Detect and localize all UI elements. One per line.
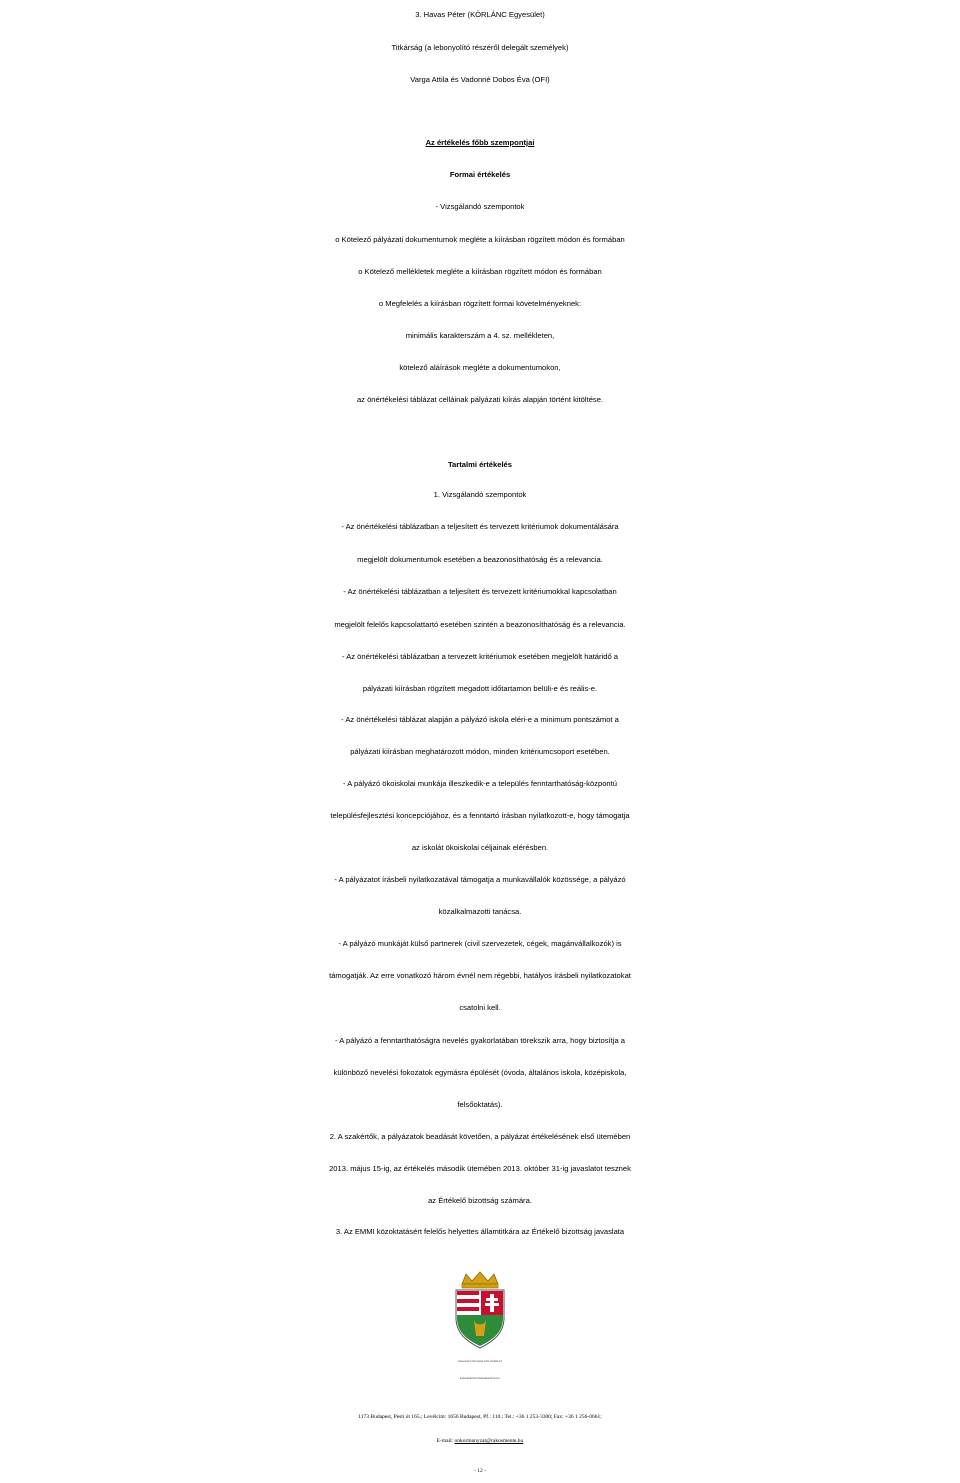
content-line: megjelölt felelős kapcsolattartó esetében szintén a beazonosíthatóság és a relevancia.	[334, 620, 626, 629]
content-line: megjelölt dokumentumok esetében a beazonosíthatóság és a relevancia.	[357, 555, 603, 564]
content-line: településfejlesztési koncepciójához, és a fenntartó írásban nyilatkozott-e, hogy támogatja	[330, 811, 630, 820]
content-line: 2. A szakértők, a pályázatok beadását követően, a pályázat értékelésének első ütemében	[329, 1132, 631, 1141]
content-line: támogatják. Az erre vonatkozó három évnél nem régebbi, hatályos írásbeli nyilatkozatokat	[329, 971, 631, 980]
content-line: - Az önértékelési táblázatban a teljesített és tervezett kritériumokkal kapcsolatban	[343, 587, 617, 596]
email-link[interactable]: onkormanyzat@rakosmente.hu	[454, 1438, 524, 1444]
content-line: - Az önértékelési táblázatban a tervezett kritériumok esetében megjelölt határidő a	[341, 652, 619, 661]
council-name-line2: RÁKOSMENTE ÖNKORMÁNYZATA	[459, 1377, 501, 1380]
crown-shape	[462, 1272, 498, 1284]
committee-member-line: 3. Havas Péter (KÖRLÁNC Egyesület)	[415, 10, 545, 19]
content-line: felsőoktatás).	[457, 1100, 503, 1109]
content-line: - Az önértékelési táblázat alapján a pályázó iskola eléri-e a minimum pontszámot a	[341, 715, 619, 724]
secretariat-members-line: Varga Attila és Vadonné Dobos Éva (OFI)	[410, 75, 550, 84]
formal-item: minimális karakterszám a 4. sz. mellékleten,	[405, 331, 555, 340]
content-line: különböző nevelési fokozatok egymásra épülését (óvoda, általános iskola, középiskola,	[333, 1068, 627, 1077]
formal-evaluation-subtitle: - Vizsgálandó szempontok	[435, 202, 525, 211]
content-evaluation-subtitle: 1. Vizsgálandó szempontok	[433, 490, 527, 499]
coat-of-arms-icon	[440, 1270, 520, 1350]
formal-item: az önértékelési táblázat celláinak pályázati kiírás alapján történt kitöltése.	[356, 395, 604, 404]
content-line: az iskolát ökoiskolai céljainak elérésben.	[411, 843, 549, 852]
formal-item: o Megfelelés a kiírásban rögzített formai követelményeknek:	[378, 299, 582, 308]
formal-evaluation-title: Formai értékelés	[449, 170, 511, 179]
content-line: 3. Az EMMI közoktatásért felelős helyettes államtitkára az Értékelő bizottság javaslata	[335, 1227, 625, 1236]
section-title: Az értékelés főbb szempontjai	[425, 138, 535, 147]
council-name-line1: BUDAPEST FŐVÁROS XVII. KERÜLET	[458, 1360, 502, 1363]
footer-address: 1173 Budapest, Pesti út 165.; Levélcím: 1656 Budapest, Pf.: 110.; Tel.: +36 1 253-3300; Fax: +36 1 256-0661;	[358, 1414, 602, 1420]
formal-item: o Kötelező mellékletek megléte a kiírásban rögzített módon és formában	[358, 267, 602, 276]
stripes-shape	[457, 1291, 479, 1311]
content-line: az Értékelő bizottság számára.	[428, 1196, 532, 1205]
secretariat-line: Titkárság (a lebonyolító részéről delegált személyek)	[391, 43, 569, 52]
content-line: - A pályázó munkáját külső partnerek (civil szervezetek, cégek, magánvállalkozók) is	[338, 939, 622, 948]
page-number: - 12 -	[474, 1468, 486, 1474]
formal-item: o Kötelező pályázati dokumentumok megléte a kiírásban rögzített módon és formában	[335, 235, 625, 244]
content-line: - A pályázó ökoiskolai munkája illeszkedik-e a település fenntarthatóság-központú	[343, 779, 617, 788]
content-line: - Az önértékelési táblázatban a teljesített és tervezett kritériumok dokumentálására	[341, 522, 619, 531]
footer-email-line	[0, 1429, 960, 1453]
content-line: pályázati kiírásban meghatározott módon, minden kritériumcsoport esetében.	[350, 747, 610, 756]
content-line: csatolni kell.	[459, 1003, 501, 1012]
content-line: közalkalmazotti tanácsa.	[438, 907, 522, 916]
content-line: 2013. május 15-ig, az értékelés második ütemében 2013. október 31-ig javaslatot tesznek	[329, 1164, 631, 1173]
formal-item: kötelező aláírások megléte a dokumentumokon,	[399, 363, 561, 372]
content-line: pályázati kiírásban rögzített megadott időtartamon belüli-e és reális-e.	[362, 684, 598, 693]
content-line: - A pályázó a fenntarthatóságra nevelés gyakorlatában törekszik arra, hogy biztosítja a	[335, 1036, 625, 1045]
email-label: E-mail:	[436, 1438, 455, 1444]
content-line: - A pályázatot írásbeli nyilatkozatával támogatja a munkavállalók közössége, a pályázó	[334, 875, 626, 884]
content-evaluation-title: Tartalmi értékelés	[447, 460, 513, 469]
